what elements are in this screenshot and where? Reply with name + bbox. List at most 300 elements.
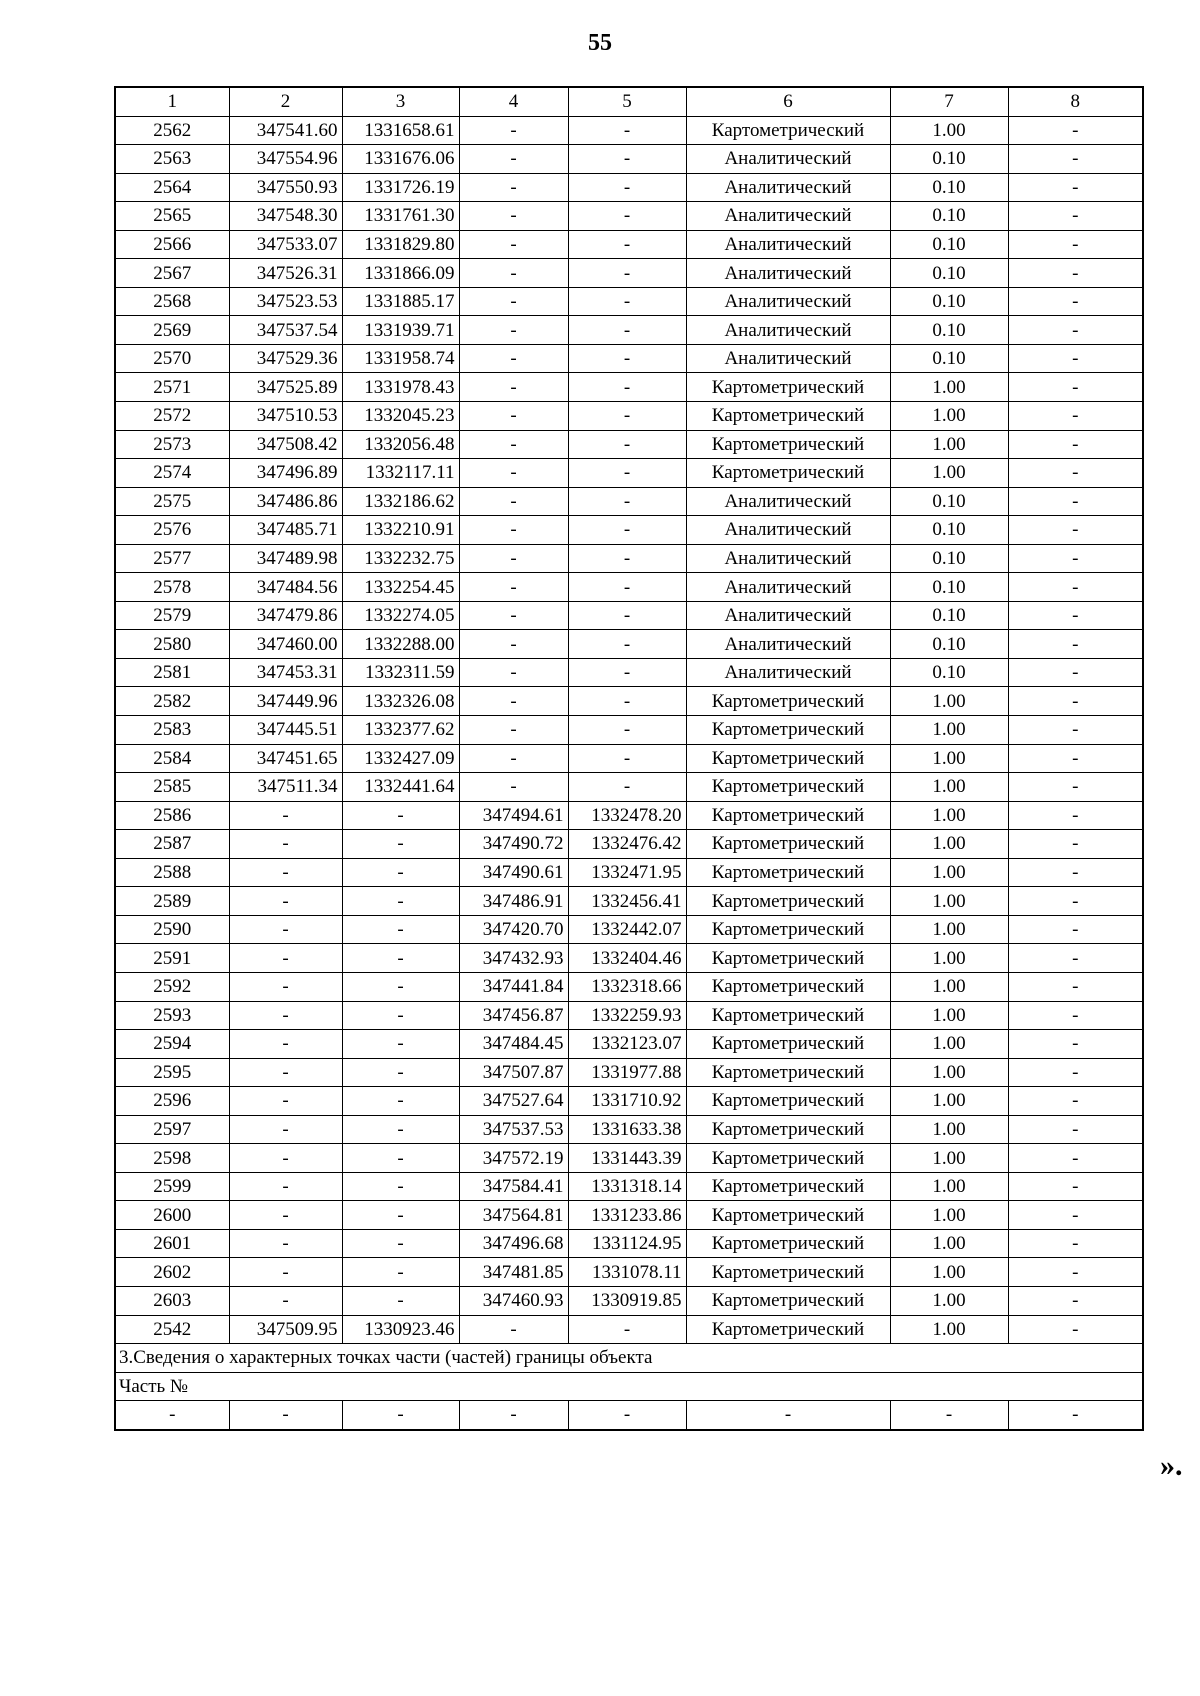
- table-cell: -: [459, 1315, 568, 1344]
- table-cell: 1.00: [890, 1115, 1008, 1144]
- table-cell: 347486.91: [459, 887, 568, 916]
- table-cell: 1.00: [890, 716, 1008, 745]
- table-cell: -: [459, 230, 568, 259]
- table-cell: 2583: [115, 716, 229, 745]
- table-cell: -: [686, 1401, 890, 1430]
- table-cell: -: [342, 944, 459, 973]
- table-row: [115, 1286, 1143, 1315]
- table-cell: -: [568, 773, 686, 802]
- table-cell: -: [1008, 116, 1143, 145]
- table-cell: -: [1008, 830, 1143, 859]
- table-cell: 1332117.11: [342, 459, 459, 488]
- table-cell: -: [1008, 287, 1143, 316]
- table-cell: -: [1008, 1058, 1143, 1087]
- table-cell: -: [568, 516, 686, 545]
- table-cell: 347564.81: [459, 1201, 568, 1230]
- table-cell: -: [1008, 1087, 1143, 1116]
- table-cell: -: [229, 1115, 342, 1144]
- table-cell: 1.00: [890, 1229, 1008, 1258]
- table-cell: 1.00: [890, 1286, 1008, 1315]
- table-cell: -: [459, 716, 568, 745]
- table-cell: -: [115, 1401, 229, 1430]
- table-cell: 1331885.17: [342, 287, 459, 316]
- table-cell: 347479.86: [229, 601, 342, 630]
- table-cell: 1332311.59: [342, 658, 459, 687]
- table-row: [115, 259, 1143, 288]
- table-cell: -: [229, 1001, 342, 1030]
- table-cell: -: [1008, 1030, 1143, 1059]
- table-cell: 1332456.41: [568, 887, 686, 916]
- table-cell: 0.10: [890, 516, 1008, 545]
- table-cell: Картометрический: [686, 1144, 890, 1173]
- table-cell: Картометрический: [686, 1058, 890, 1087]
- table-cell: 1.00: [890, 1315, 1008, 1344]
- table-cell: -: [1008, 1258, 1143, 1287]
- table-cell: -: [342, 1115, 459, 1144]
- table-cell: -: [342, 972, 459, 1001]
- table-cell: -: [1008, 658, 1143, 687]
- table-cell: 347490.61: [459, 858, 568, 887]
- table-cell: -: [568, 173, 686, 202]
- table-cell: -: [1008, 259, 1143, 288]
- table-cell: -: [890, 1401, 1008, 1430]
- table-cell: -: [568, 573, 686, 602]
- table-cell: -: [1008, 316, 1143, 345]
- table-cell: -: [568, 287, 686, 316]
- table-cell: -: [229, 1258, 342, 1287]
- table-cell: 2594: [115, 1030, 229, 1059]
- table-row: [115, 1087, 1143, 1116]
- table-row: [115, 687, 1143, 716]
- table-cell: 2575: [115, 487, 229, 516]
- table-header-row: [115, 87, 1143, 116]
- table-cell: 347449.96: [229, 687, 342, 716]
- table-cell: -: [229, 1401, 342, 1430]
- table-cell: 2597: [115, 1115, 229, 1144]
- table-row: [115, 430, 1143, 459]
- table-cell: -: [568, 459, 686, 488]
- table-cell: -: [1008, 430, 1143, 459]
- table-cell: 2599: [115, 1172, 229, 1201]
- table-cell: -: [342, 1286, 459, 1315]
- table-row: [115, 773, 1143, 802]
- table-cell: 2581: [115, 658, 229, 687]
- table-cell: 347510.53: [229, 402, 342, 431]
- table-cell: -: [1008, 230, 1143, 259]
- table-cell: -: [229, 1229, 342, 1258]
- table-cell: 2578: [115, 573, 229, 602]
- table-cell: 347537.54: [229, 316, 342, 345]
- table-cell: 1331710.92: [568, 1087, 686, 1116]
- table-cell: 1.00: [890, 430, 1008, 459]
- table-cell: 2586: [115, 801, 229, 830]
- table-cell: -: [1008, 202, 1143, 231]
- table-row: [115, 145, 1143, 174]
- table-cell: -: [342, 887, 459, 916]
- table-cell: 1331939.71: [342, 316, 459, 345]
- table-cell: 1331233.86: [568, 1201, 686, 1230]
- table-cell: -: [1008, 459, 1143, 488]
- table-cell: -: [568, 687, 686, 716]
- table-cell: 0.10: [890, 344, 1008, 373]
- table-cell: 1332254.45: [342, 573, 459, 602]
- table-cell: -: [342, 830, 459, 859]
- table-cell: Картометрический: [686, 1286, 890, 1315]
- table-cell: 347554.96: [229, 145, 342, 174]
- table-cell: 1331633.38: [568, 1115, 686, 1144]
- table-row: [115, 1258, 1143, 1287]
- table-row: [115, 1058, 1143, 1087]
- table-cell: -: [229, 944, 342, 973]
- table-cell: 1: [115, 87, 229, 116]
- table-cell: -: [1008, 544, 1143, 573]
- table-row: [115, 344, 1143, 373]
- page-number: 55: [588, 30, 612, 56]
- table-row: [115, 915, 1143, 944]
- table-cell: 2574: [115, 459, 229, 488]
- table-cell: -: [1008, 402, 1143, 431]
- table-cell: -: [1008, 1229, 1143, 1258]
- table-cell: -: [568, 430, 686, 459]
- table-cell: Картометрический: [686, 1030, 890, 1059]
- table-cell: -: [568, 402, 686, 431]
- table-cell: 1.00: [890, 1172, 1008, 1201]
- table-row: [115, 287, 1143, 316]
- table-cell: -: [342, 1258, 459, 1287]
- table-cell: 1332056.48: [342, 430, 459, 459]
- table-cell: Аналитический: [686, 344, 890, 373]
- table-cell: 1331658.61: [342, 116, 459, 145]
- table-cell: 0.10: [890, 601, 1008, 630]
- table-cell: 1332259.93: [568, 1001, 686, 1030]
- table-cell: 347525.89: [229, 373, 342, 402]
- table-cell: Аналитический: [686, 573, 890, 602]
- table-row: [115, 887, 1143, 916]
- table-cell: -: [1008, 773, 1143, 802]
- table-cell: 1.00: [890, 944, 1008, 973]
- table-cell: 1331443.39: [568, 1144, 686, 1173]
- table-cell: 2595: [115, 1058, 229, 1087]
- table-cell: Аналитический: [686, 287, 890, 316]
- table-cell: Аналитический: [686, 259, 890, 288]
- table-cell: 8: [1008, 87, 1143, 116]
- table-cell: -: [459, 373, 568, 402]
- table-row: [115, 1201, 1143, 1230]
- table-row: [115, 573, 1143, 602]
- table-cell: 347420.70: [459, 915, 568, 944]
- table-cell: 0.10: [890, 230, 1008, 259]
- table-cell: Картометрический: [686, 1087, 890, 1116]
- table-cell: 0.10: [890, 573, 1008, 602]
- table-cell: 3: [342, 87, 459, 116]
- table-cell: -: [1008, 801, 1143, 830]
- table-cell: -: [1008, 373, 1143, 402]
- table-cell: 347490.72: [459, 830, 568, 859]
- table-cell: 1332274.05: [342, 601, 459, 630]
- table-cell: 347485.71: [229, 516, 342, 545]
- table-cell: -: [459, 202, 568, 231]
- section-title-row-text: 3.Сведения о характерных точках части (частей) границы объекта: [115, 1344, 1143, 1373]
- table-cell: -: [1008, 1115, 1143, 1144]
- table-cell: 1332186.62: [342, 487, 459, 516]
- table-cell: 2587: [115, 830, 229, 859]
- table-row: [115, 402, 1143, 431]
- table-cell: -: [229, 1172, 342, 1201]
- table-cell: -: [342, 915, 459, 944]
- table-cell: 1.00: [890, 373, 1008, 402]
- table-cell: -: [568, 744, 686, 773]
- table-cell: -: [1008, 1172, 1143, 1201]
- table-cell: -: [342, 1087, 459, 1116]
- table-cell: -: [459, 573, 568, 602]
- table-cell: -: [568, 230, 686, 259]
- table-cell: Картометрический: [686, 801, 890, 830]
- table-cell: 347537.53: [459, 1115, 568, 1144]
- table-cell: 347529.36: [229, 344, 342, 373]
- table-cell: -: [568, 544, 686, 573]
- table-row: [115, 1172, 1143, 1201]
- table-cell: -: [229, 801, 342, 830]
- table-cell: -: [459, 145, 568, 174]
- table-cell: -: [459, 516, 568, 545]
- table-cell: 2588: [115, 858, 229, 887]
- table-cell: 0.10: [890, 658, 1008, 687]
- table-cell: -: [342, 1030, 459, 1059]
- table-cell: Картометрический: [686, 1172, 890, 1201]
- coordinates-table: [114, 86, 1144, 1431]
- table-cell: 1331866.09: [342, 259, 459, 288]
- table-cell: 347541.60: [229, 116, 342, 145]
- table-cell: 2589: [115, 887, 229, 916]
- table-cell: Картометрический: [686, 430, 890, 459]
- table-cell: Картометрический: [686, 1001, 890, 1030]
- table-cell: -: [459, 459, 568, 488]
- table-cell: -: [229, 1144, 342, 1173]
- table-cell: 1.00: [890, 801, 1008, 830]
- table-cell: -: [1008, 1315, 1143, 1344]
- table-cell: 2603: [115, 1286, 229, 1315]
- table-cell: 0.10: [890, 145, 1008, 174]
- table-cell: -: [1008, 972, 1143, 1001]
- part-label-row-text: Часть №: [115, 1372, 1143, 1401]
- table-cell: -: [1008, 173, 1143, 202]
- table-cell: 1331124.95: [568, 1229, 686, 1258]
- table-cell: -: [568, 658, 686, 687]
- table-cell: 2600: [115, 1201, 229, 1230]
- table-cell: 1332471.95: [568, 858, 686, 887]
- table-cell: -: [459, 487, 568, 516]
- table-cell: -: [342, 1172, 459, 1201]
- table-cell: Картометрический: [686, 687, 890, 716]
- table-cell: 347523.53: [229, 287, 342, 316]
- table-cell: Аналитический: [686, 544, 890, 573]
- table-cell: 1330919.85: [568, 1286, 686, 1315]
- table-cell: -: [342, 1144, 459, 1173]
- table-cell: -: [568, 1401, 686, 1430]
- table-cell: Картометрический: [686, 887, 890, 916]
- table-cell: 347572.19: [459, 1144, 568, 1173]
- table-cell: 347584.41: [459, 1172, 568, 1201]
- table-cell: 2562: [115, 116, 229, 145]
- table-row: [115, 459, 1143, 488]
- table-cell: 2596: [115, 1087, 229, 1116]
- table-cell: 1.00: [890, 744, 1008, 773]
- table-cell: -: [342, 1001, 459, 1030]
- table-cell: 1.00: [890, 1144, 1008, 1173]
- table-cell: 2566: [115, 230, 229, 259]
- table-cell: 0.10: [890, 202, 1008, 231]
- table-cell: -: [229, 1201, 342, 1230]
- table-cell: 347484.56: [229, 573, 342, 602]
- table-cell: Картометрический: [686, 402, 890, 431]
- table-cell: -: [568, 487, 686, 516]
- table-cell: -: [1008, 630, 1143, 659]
- table-cell: Картометрический: [686, 972, 890, 1001]
- table-cell: 1.00: [890, 1201, 1008, 1230]
- table-row: [115, 601, 1143, 630]
- table-cell: -: [342, 1201, 459, 1230]
- table-cell: -: [229, 1286, 342, 1315]
- table-cell: Аналитический: [686, 601, 890, 630]
- table-cell: -: [459, 630, 568, 659]
- table-row: [115, 1144, 1143, 1173]
- table-cell: 1332476.42: [568, 830, 686, 859]
- table-cell: -: [229, 887, 342, 916]
- table-cell: 1332210.91: [342, 516, 459, 545]
- table-cell: 1332377.62: [342, 716, 459, 745]
- table-cell: 2584: [115, 744, 229, 773]
- table-cell: -: [229, 1058, 342, 1087]
- table-cell: 2542: [115, 1315, 229, 1344]
- table-cell: 1331318.14: [568, 1172, 686, 1201]
- table-row: [115, 830, 1143, 859]
- table-cell: 1330923.46: [342, 1315, 459, 1344]
- table-row: [115, 1315, 1143, 1344]
- table-row: [115, 1115, 1143, 1144]
- table-cell: 1331978.43: [342, 373, 459, 402]
- table-cell: -: [459, 687, 568, 716]
- table-cell: 347511.34: [229, 773, 342, 802]
- table-cell: 347548.30: [229, 202, 342, 231]
- table-cell: -: [229, 1087, 342, 1116]
- table-cell: -: [1008, 1401, 1143, 1430]
- table-cell: Картометрический: [686, 915, 890, 944]
- table-cell: 2576: [115, 516, 229, 545]
- table-cell: -: [459, 658, 568, 687]
- table-row: [115, 1229, 1143, 1258]
- table-cell: Картометрический: [686, 830, 890, 859]
- table-cell: 347527.64: [459, 1087, 568, 1116]
- table-cell: -: [568, 716, 686, 745]
- table-cell: 1.00: [890, 1001, 1008, 1030]
- table-cell: 347508.42: [229, 430, 342, 459]
- table-cell: 0.10: [890, 173, 1008, 202]
- table-cell: -: [459, 430, 568, 459]
- table-cell: 347496.68: [459, 1229, 568, 1258]
- table-cell: -: [459, 344, 568, 373]
- table-cell: Аналитический: [686, 145, 890, 174]
- table-cell: 347451.65: [229, 744, 342, 773]
- table-cell: Картометрический: [686, 1201, 890, 1230]
- table-cell: Аналитический: [686, 658, 890, 687]
- table-cell: -: [459, 773, 568, 802]
- table-cell: 1.00: [890, 972, 1008, 1001]
- table-cell: Аналитический: [686, 516, 890, 545]
- table-cell: -: [229, 830, 342, 859]
- table-row: [115, 801, 1143, 830]
- table-cell: 1332318.66: [568, 972, 686, 1001]
- table-cell: -: [1008, 744, 1143, 773]
- table-cell: 347486.86: [229, 487, 342, 516]
- table-row: [115, 858, 1143, 887]
- table-cell: 2571: [115, 373, 229, 402]
- table-cell: 1.00: [890, 687, 1008, 716]
- table-cell: 347509.95: [229, 1315, 342, 1344]
- section-title-row: [115, 1344, 1143, 1373]
- table-cell: -: [1008, 145, 1143, 174]
- table-row: [115, 173, 1143, 202]
- table-cell: 7: [890, 87, 1008, 116]
- table-cell: 1.00: [890, 1258, 1008, 1287]
- table-cell: -: [459, 402, 568, 431]
- table-cell: 1332232.75: [342, 544, 459, 573]
- table-cell: -: [459, 544, 568, 573]
- table-cell: 1331078.11: [568, 1258, 686, 1287]
- table-cell: Аналитический: [686, 230, 890, 259]
- table-cell: Картометрический: [686, 1315, 890, 1344]
- table-cell: -: [459, 316, 568, 345]
- table-cell: -: [1008, 687, 1143, 716]
- table-cell: 2569: [115, 316, 229, 345]
- table-cell: Аналитический: [686, 173, 890, 202]
- table-cell: 0.10: [890, 259, 1008, 288]
- table-cell: 2601: [115, 1229, 229, 1258]
- table-cell: 1331726.19: [342, 173, 459, 202]
- table-cell: -: [459, 744, 568, 773]
- table-cell: -: [342, 801, 459, 830]
- table-cell: -: [1008, 344, 1143, 373]
- table-cell: 1.00: [890, 858, 1008, 887]
- table-cell: -: [568, 259, 686, 288]
- table-cell: Картометрический: [686, 858, 890, 887]
- table-cell: 1.00: [890, 830, 1008, 859]
- table-cell: -: [1008, 915, 1143, 944]
- table-cell: 6: [686, 87, 890, 116]
- table-cell: 1.00: [890, 402, 1008, 431]
- table-row: [115, 373, 1143, 402]
- table-cell: 347453.31: [229, 658, 342, 687]
- table-cell: -: [342, 1058, 459, 1087]
- table-cell: -: [459, 601, 568, 630]
- table-row: [115, 116, 1143, 145]
- table-cell: 347494.61: [459, 801, 568, 830]
- table-cell: -: [568, 116, 686, 145]
- table-cell: Аналитический: [686, 202, 890, 231]
- table-row: [115, 716, 1143, 745]
- table-row: [115, 744, 1143, 773]
- table-cell: -: [1008, 1201, 1143, 1230]
- table-cell: 1332478.20: [568, 801, 686, 830]
- table-cell: 1.00: [890, 887, 1008, 916]
- table-cell: 2567: [115, 259, 229, 288]
- table-cell: -: [1008, 516, 1143, 545]
- table-cell: 0.10: [890, 544, 1008, 573]
- table-cell: Картометрический: [686, 716, 890, 745]
- table-row: [115, 487, 1143, 516]
- table-cell: 0.10: [890, 316, 1008, 345]
- table-cell: Картометрический: [686, 373, 890, 402]
- table-cell: 2: [229, 87, 342, 116]
